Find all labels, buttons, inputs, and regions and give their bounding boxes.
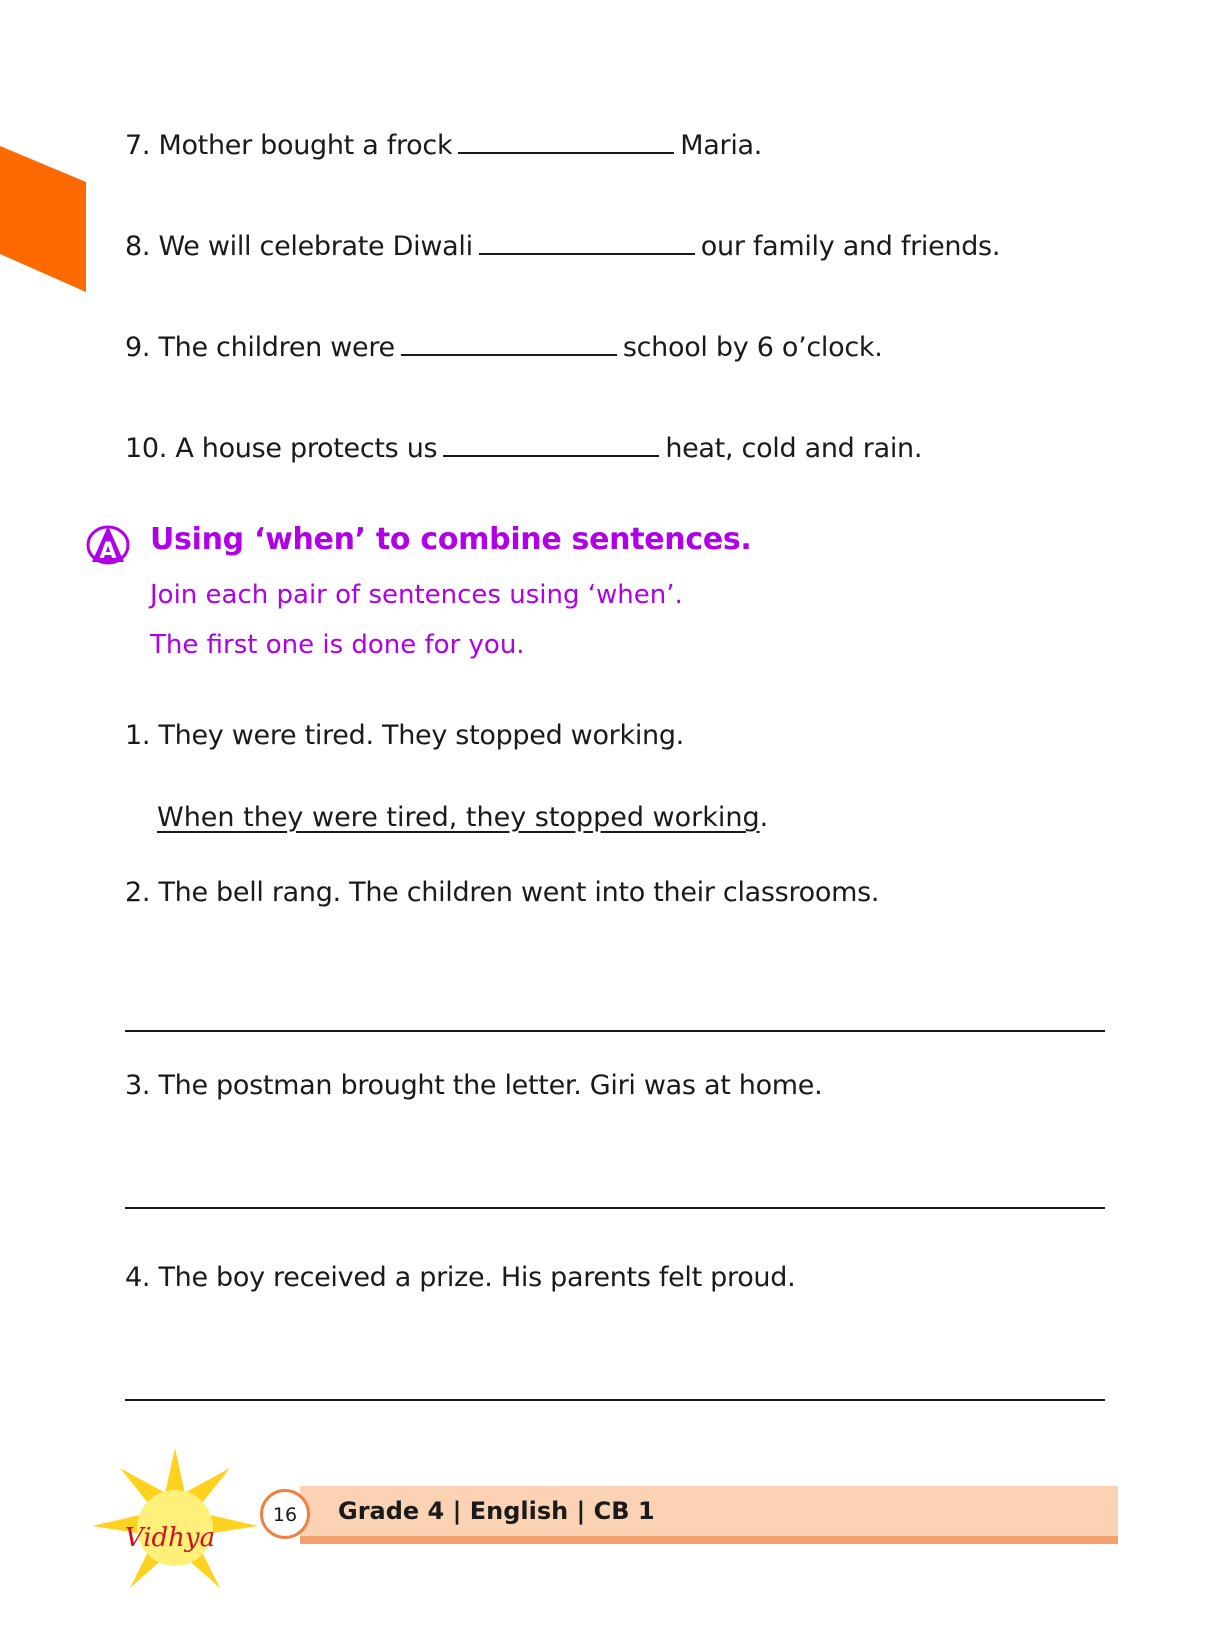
section-a-badge-icon bbox=[86, 522, 134, 566]
fill-blank-10 bbox=[125, 433, 922, 464]
fill-blank-text-after: school by 6 o’clock. bbox=[622, 332, 883, 363]
footer-label: Grade 4 | English | CB 1 bbox=[338, 1497, 655, 1525]
page-number: 16 bbox=[272, 1504, 298, 1526]
instruction-line-2: The first one is done for you. bbox=[150, 630, 525, 660]
example-answer-text: When they were tired, they stopped working bbox=[157, 802, 760, 833]
answer-line-2[interactable] bbox=[125, 1030, 1105, 1032]
blank-field[interactable] bbox=[401, 332, 617, 356]
fill-blank-text-before: 7. Mother bought a frock bbox=[125, 130, 453, 161]
fill-blank-9 bbox=[125, 332, 883, 363]
fill-blank-text-after: heat, cold and rain. bbox=[665, 433, 923, 464]
fill-blank-text-after: our family and friends. bbox=[700, 231, 1001, 262]
blank-field[interactable] bbox=[458, 130, 674, 154]
fill-blank-text-before: 10. A house protects us bbox=[125, 433, 438, 464]
question-1: 1. They were tired. They stopped working. bbox=[125, 720, 684, 751]
fill-blank-text-before: 9. The children were bbox=[125, 332, 395, 363]
page-number-badge bbox=[260, 1489, 310, 1539]
answer-line-3[interactable] bbox=[125, 1207, 1105, 1209]
fill-blank-8 bbox=[125, 231, 1000, 262]
fill-blank-7 bbox=[125, 130, 762, 161]
fill-blank-text-after: Maria. bbox=[680, 130, 763, 161]
blank-field[interactable] bbox=[479, 231, 695, 255]
example-answer bbox=[157, 802, 768, 833]
question-4: 4. The boy received a prize. His parents felt proud. bbox=[125, 1262, 796, 1293]
fill-blank-text-before: 8. We will celebrate Diwali bbox=[125, 231, 473, 262]
answer-line-4[interactable] bbox=[125, 1399, 1105, 1401]
blank-field[interactable] bbox=[443, 433, 659, 457]
section-title: Using ‘when’ to combine sentences. bbox=[150, 522, 752, 557]
footer-stripe bbox=[300, 1536, 1118, 1544]
question-2: 2. The bell rang. The children went into their classrooms. bbox=[125, 877, 880, 908]
orange-tab-decoration bbox=[0, 146, 88, 292]
sun-logo-icon bbox=[90, 1448, 260, 1598]
question-3: 3. The postman brought the letter. Giri was at home. bbox=[125, 1070, 823, 1101]
instruction-line-1: Join each pair of sentences using ‘when’. bbox=[150, 580, 683, 610]
section-badge-letter: A bbox=[99, 539, 117, 564]
example-answer-period: . bbox=[759, 802, 769, 833]
logo-text: Vidhya bbox=[124, 1523, 216, 1553]
